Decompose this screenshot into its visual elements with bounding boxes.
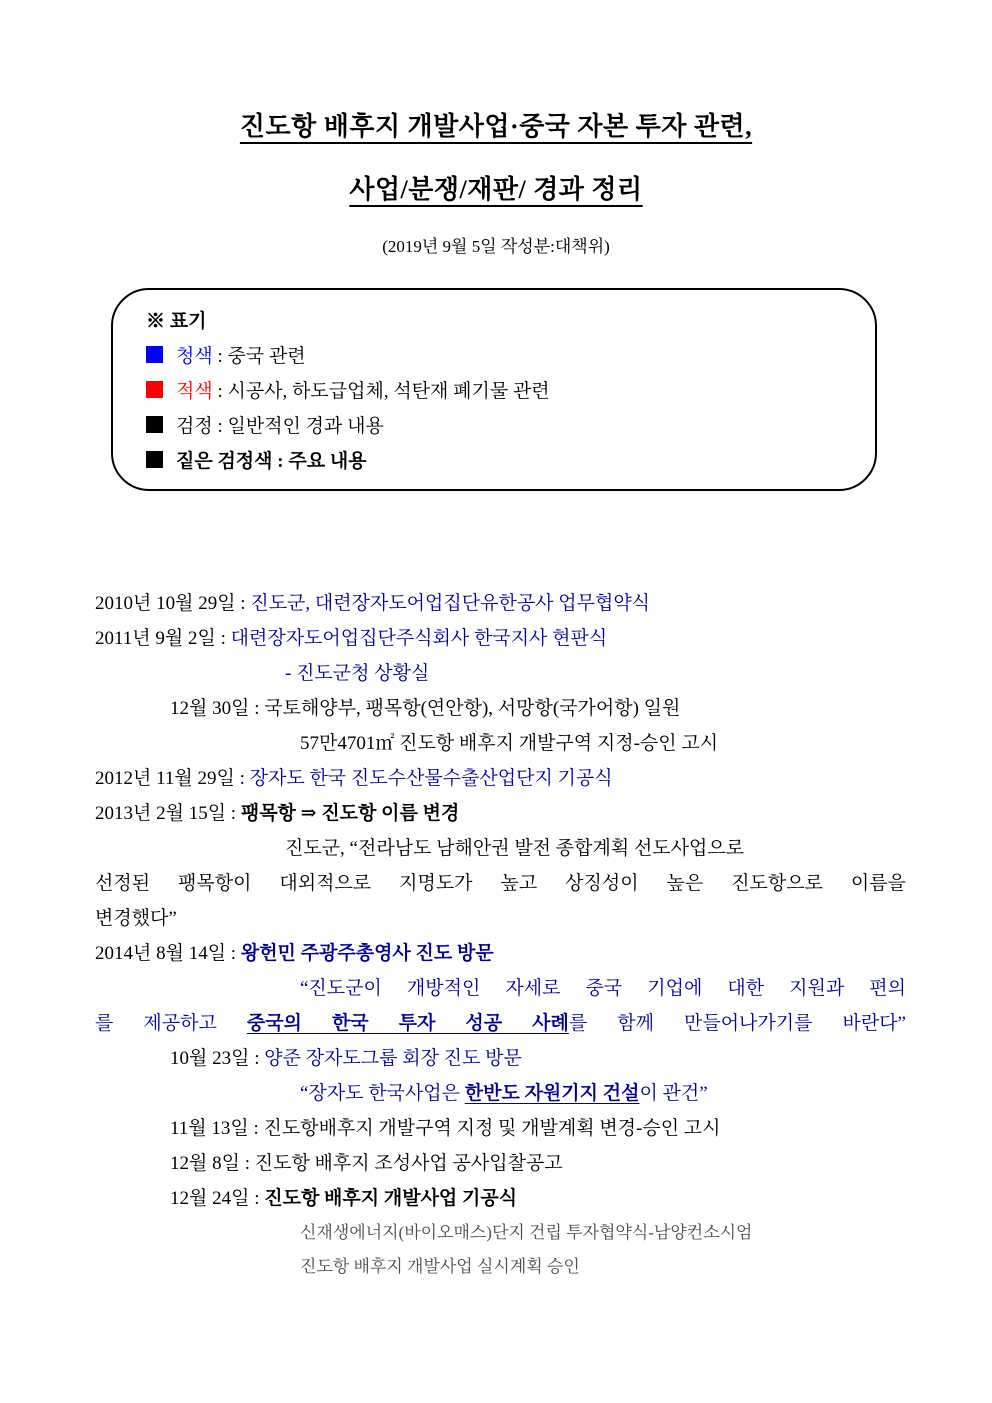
text-segment: 12월 8일 :	[170, 1153, 255, 1174]
title-block	[0, 0, 992, 257]
timeline-line	[95, 761, 906, 796]
timeline-line	[95, 936, 906, 971]
legend-label: 검정	[176, 416, 213, 437]
legend-item	[146, 444, 855, 479]
page-title-text-1: 진도항 배후지 개발사업·중국 자본 투자 관련,	[239, 112, 753, 141]
text-segment: 중국의 한국 투자 성공 사례	[246, 1013, 569, 1034]
legend-item	[146, 374, 855, 409]
text-segment: 2010년 10월 29일 :	[95, 593, 251, 614]
text-segment: 진도항 배후지 조성사업 공사입찰공고	[254, 1153, 563, 1174]
legend-desc: : 시공사, 하도급업체, 석탄재 폐기물 관련	[212, 381, 550, 402]
page-title-line-1	[0, 106, 992, 143]
legend-desc: : 일반적인 경과 내용	[212, 416, 384, 437]
text-segment: 왕헌민 주광주총영사 진도 방문	[240, 943, 494, 964]
legend-color-square-icon	[146, 346, 163, 363]
legend-heading: ※ 표기	[146, 311, 207, 332]
text-segment: 선정된 팽목항이 대외적으로 지명도가 높고 상징성이 높은 진도항으로 이름을	[95, 873, 906, 894]
text-segment: 진도군, “전라남도 남해안권 발전 종합계획 선도사업으로	[285, 838, 745, 859]
text-segment: 이 관건”	[639, 1083, 708, 1104]
text-segment: 장자도 한국 진도수산물수출산업단지 기공식	[249, 768, 613, 789]
timeline-line	[95, 1041, 906, 1076]
text-segment: - 진도군청 상황실	[285, 663, 430, 684]
text-segment: 10월 23일 :	[170, 1048, 265, 1069]
text-segment: 진도항 배후지 개발사업 실시계획 승인	[300, 1257, 580, 1276]
text-segment: 2011년 9월 2일 :	[95, 628, 231, 649]
text-segment: 양준 장자도그룹 회장 진도 방문	[264, 1048, 522, 1069]
text-segment: 진도항배후지 개발구역 지정 및 개발계획 변경-승인 고시	[263, 1118, 721, 1139]
timeline-line	[95, 586, 906, 621]
text-segment: 팽목항 ⇒ 진도항 이름 변경	[240, 803, 460, 824]
legend-desc: : 중국 관련	[212, 346, 306, 367]
text-segment: 국토해양부, 팽목항(연안항), 서망항(국가어항) 일원	[264, 698, 681, 719]
page-title-text-2: 사업/분쟁/재판/ 경과 정리	[349, 175, 643, 204]
timeline-line	[95, 1250, 906, 1284]
text-segment: 2012년 11월 29일 :	[95, 768, 250, 789]
timeline-line	[95, 901, 906, 936]
timeline-line	[95, 971, 906, 1006]
text-segment: 대련장자도어업집단주식회사 한국지사 현판식	[230, 628, 608, 649]
text-segment: “진도군이 개방적인 자세로 중국 기업에 대한 지원과 편의	[300, 978, 906, 999]
page-title-line-2	[0, 169, 992, 206]
legend-label: 청색	[176, 346, 213, 367]
timeline	[95, 586, 906, 1284]
timeline-line	[95, 1006, 906, 1041]
legend-item	[146, 339, 855, 374]
timeline-line	[95, 621, 906, 656]
timeline-line	[95, 1216, 906, 1250]
text-segment: 진도항 배후지 개발사업 기공식	[264, 1188, 518, 1209]
timeline-line	[95, 866, 906, 901]
text-segment: 11월 13일 :	[170, 1118, 264, 1139]
text-segment: 를 함께 만들어나가기를 바란다”	[568, 1013, 906, 1034]
page-subtitle: (2019년 9월 5일 작성분:대책위)	[382, 237, 610, 256]
legend-item	[146, 409, 855, 444]
legend-desc: : 주요 내용	[272, 451, 367, 472]
legend-color-square-icon	[146, 416, 163, 433]
text-segment: 12월 30일 :	[170, 698, 265, 719]
legend-label: 짙은 검정색	[176, 451, 273, 472]
legend-items	[146, 339, 855, 479]
text-segment: 2014년 8월 14일 :	[95, 943, 241, 964]
text-segment: 12월 24일 :	[170, 1188, 265, 1209]
legend-color-square-icon	[146, 451, 163, 468]
timeline-line	[95, 1111, 906, 1146]
timeline-line	[95, 831, 906, 866]
text-segment: “장자도 한국사업은	[300, 1083, 465, 1104]
text-segment: 진도군, 대련장자도어업집단유한공사 업무협약식	[250, 593, 651, 614]
text-segment: 변경했다”	[95, 908, 177, 929]
timeline-line	[95, 726, 906, 761]
timeline-line	[95, 1076, 906, 1111]
timeline-line	[95, 796, 906, 831]
text-segment: 57만4701㎡ 진도항 배후지 개발구역 지정-승인 고시	[300, 733, 719, 754]
text-segment: 를 제공하고	[95, 1013, 247, 1034]
text-segment: 한반도 자원기지 건설	[464, 1083, 640, 1104]
timeline-line	[95, 691, 906, 726]
legend-color-square-icon	[146, 381, 163, 398]
legend-label: 적색	[176, 381, 213, 402]
timeline-line	[95, 1181, 906, 1216]
legend-box	[111, 288, 877, 491]
timeline-line	[95, 656, 906, 691]
text-segment: 신재생에너지(바이오매스)단지 건립 투자협약식-남양컨소시엄	[300, 1223, 753, 1242]
text-segment: 2013년 2월 15일 :	[95, 803, 241, 824]
timeline-line	[95, 1146, 906, 1181]
